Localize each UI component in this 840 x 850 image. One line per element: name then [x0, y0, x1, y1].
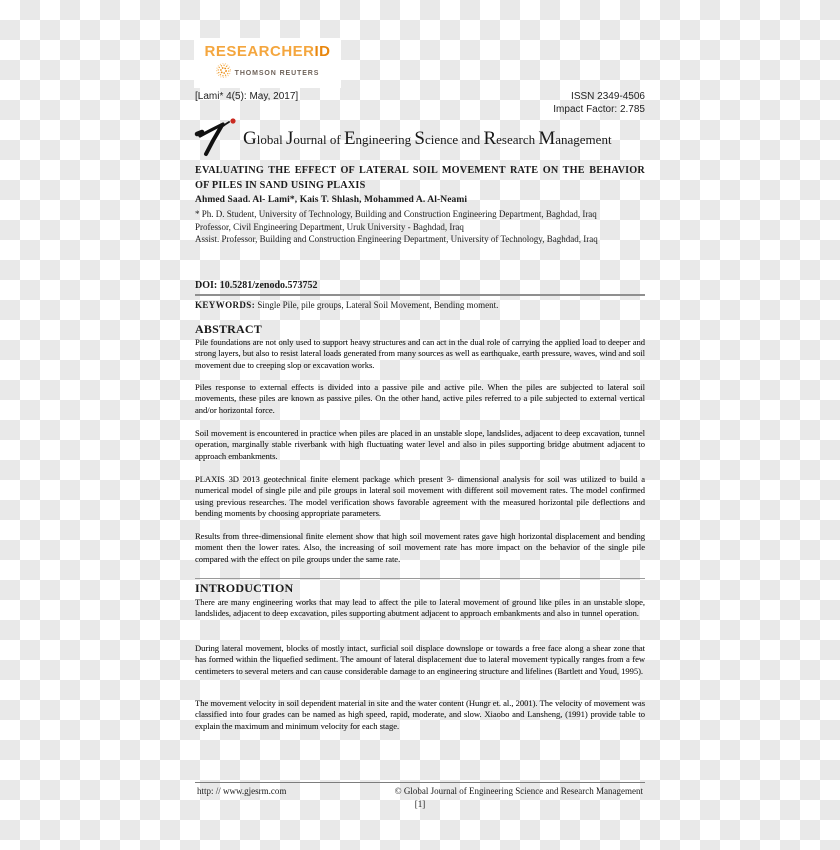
journal-cap: M [538, 128, 556, 149]
introduction-paragraph-2: During lateral movement, blocks of mostly intact, surficial soil displace downslope or towards a free face along a shear zone that has formed within the liquefied sediment. The amount of lateral displacement due to lateral movement typically ranges from a few centimeters to several meters and can cause considerable damage to an engineering structure and lifelines (Bartlett and Youd, 1995). [195, 643, 645, 676]
affiliation-3: Assist. Professor, Building and Construction Engineering Department, University of Technology, Baghdad, Iraq [195, 234, 598, 245]
authors-line: Ahmed Saad. Al- Lami*, Kais T. Shlash, Mohammed A. Al-Neami [195, 195, 468, 205]
affiliations-block [195, 208, 645, 246]
journal-cap: S [414, 128, 425, 149]
researcherid-logo-box [194, 38, 341, 88]
journal-brush-logo-icon [193, 113, 243, 162]
journal-rest: lobal [256, 132, 286, 147]
section-divider [195, 578, 645, 579]
journal-cap: G [243, 128, 257, 149]
affiliation-2: Professor, Civil Engineering Department, Uruk University - Baghdad, Iraq [195, 221, 464, 232]
thomson-reuters-row [216, 63, 320, 83]
abstract-heading: ABSTRACT [195, 322, 262, 336]
journal-cap: R [483, 128, 497, 149]
abstract-paragraph-2: Piles response to external effects is divided into a passive pile and active pile. When the piles are subjected to lateral soil movements, these piles are known as passive piles. On the other hand, active piles referred to a pile subjected to external vertical and/or horizontal force. [195, 382, 645, 415]
researcherid-word-researcher: RESEARCHER [204, 43, 315, 60]
journal-name [243, 126, 653, 153]
footer-url: http: // www.gjesrm.com [197, 786, 287, 796]
researcherid-word-id: ID [314, 43, 331, 60]
journal-rest: esearch [496, 132, 539, 147]
citation-reference: [Lami* 4(5): May, 2017] [195, 91, 299, 102]
keywords-label: KEYWORDS: [195, 300, 256, 310]
introduction-paragraph-1: There are many engineering works that may lead to affect the pile to lateral movement of ground like piles in an unstable slope, landslides, adjacent to deep excavation, piles supporting abutment adjacent to approach embankments and also in tunnel operation. [195, 597, 645, 619]
affiliation-1: * Ph. D. Student, University of Technology, Building and Construction Engineering Department, Baghdad, Iraq [195, 209, 597, 219]
thomson-reuters-label: THOMSON REUTERS [234, 69, 320, 77]
journal-cap: J [285, 128, 294, 149]
journal-rest: anagement [555, 132, 612, 147]
abstract-paragraph-5: Results from three-dimensional finite element show that high soil movement rates gave high horizontal displacement and bending moment then the lower rates. Also, the increasing of soil movement rate has more impact on the behavior of the single pile compared with the effect on pile groups under the same rate. [195, 531, 645, 564]
keywords-line [195, 300, 645, 310]
logo-red-dot [230, 118, 235, 123]
footer-rule [195, 782, 645, 783]
page-number: [1] [414, 799, 426, 809]
doi-line: DOI: 10.5281/zenodo.573752 [195, 280, 645, 296]
keywords-text: Single Pile, pile groups, Lateral Soil Movement, Bending moment. [255, 300, 499, 310]
introduction-paragraph-3: The movement velocity in soil dependent material in site and the water content (Hungr et. al., 2001). The velocity of movement was classified into four grades can be named as high speed, rapid, moderate, and slow. Xiaobo and Lansheng, (1991) provide table to explain the maximum and minimum velocity for each stage. [195, 698, 645, 731]
paper-title: EVALUATING THE EFFECT OF LATERAL SOIL MOVEMENT RATE ON THE BEHAVIOR OF PILES IN SAND USING PLAXIS [195, 165, 645, 191]
journal-rest: cience and [424, 132, 484, 147]
abstract-paragraph-3: Soil movement is encountered in practice when piles are placed in an unstable slope, landslides, adjacent to deep excavation, tunnel operation, marginally stable riverbank with high fluctuating water level and also in piles supporting bridge abutment adjacent to approach embankments. [195, 428, 645, 461]
issn-number: ISSN 2349-4506 [571, 91, 645, 102]
journal-rest: ngineering [355, 132, 415, 147]
footer-row [195, 786, 645, 796]
abstract-paragraph-1: Pile foundations are not only used to support heavy structures and can act in the dual role of carrying the applied load to deeper and strong layers, but also to resist lateral loads generated from many sources as well as earthquake, earth pressure, waves, wind and soil movement due to creeping slop or excavation works. [195, 337, 645, 370]
researcherid-wordmark [204, 43, 330, 60]
abstract-paragraph-4: PLAXIS 3D 2013 geotechnical finite element package which present 3- dimensional analysis for soil was utilized to build a numerical model of single pile and pile groups in lateral soil movement with different soil movement rates. The model confirmed using previous researches. The model verification shows favorable agreement with the measured horizontal pile deflections and bending moments by choosing appropriate parameters. [195, 474, 645, 518]
journal-rest: ournal of [293, 132, 344, 147]
introduction-heading: INTRODUCTION [195, 581, 294, 595]
impact-factor: Impact Factor: 2.785 [553, 104, 645, 115]
thomson-reuters-swirl-icon [216, 63, 231, 83]
journal-cap: E [343, 128, 356, 149]
footer-copyright: © Global Journal of Engineering Science and Research Management [394, 786, 643, 796]
